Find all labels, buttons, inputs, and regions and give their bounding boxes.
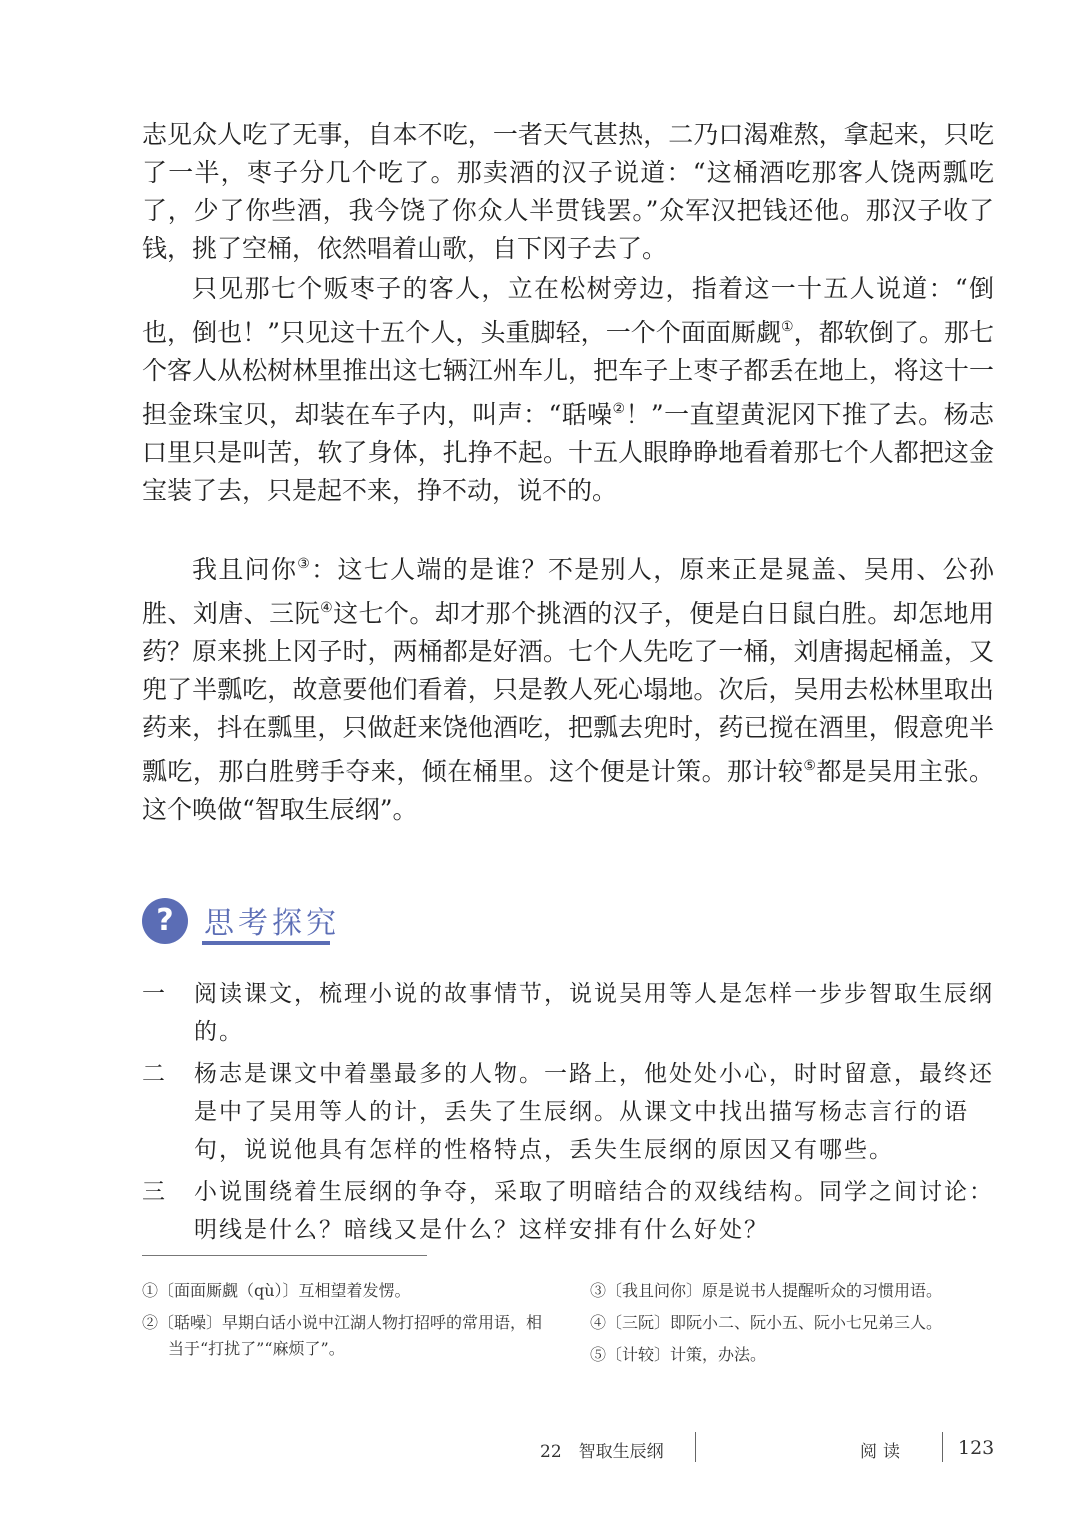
footer-category: 阅读 — [860, 1442, 906, 1462]
question-number: 二 — [142, 1061, 167, 1087]
paragraph-2-text-c: ！”一直望黄泥冈下推了去。杨志口里只是叫苦，软了身体，扎挣不起。十五人眼睁睁地看着那七个人都把这金宝装了去，只是起不来，挣不动，说不的。 — [142, 400, 994, 505]
footnotes-right-column — [590, 1278, 1010, 1374]
body-paragraph-2 — [142, 270, 994, 510]
section-header — [142, 895, 442, 955]
question-text: 小说围绕着生辰纲的争夺，采取了明暗结合的双线结构。同学之间讨论：明线是什么？暗线又是什么？这样安排有什么好处？ — [194, 1179, 994, 1243]
question-text: 杨志是课文中着墨最多的人物。一路上，他处处小心，时时留意，最终还是中了吴用等人的计，丢失了生辰纲。从课文中找出描写杨志言行的语句，说说他具有怎样的性格特点，丢失生辰纲的原因又有哪些。 — [194, 1061, 994, 1163]
paragraph-2-text-a: 只见那七个贩枣子的客人，立在松树旁边，指着这一十五人说道：“倒也，倒也！”只见这十五个人，头重脚轻，一个个面面厮觑 — [142, 274, 994, 347]
question-text: 阅读课文，梳理小说的故事情节，说说吴用等人是怎样一步步智取生辰纲的。 — [194, 981, 994, 1045]
footnote-5: ⑤〔计较〕计策，办法。 — [590, 1345, 767, 1364]
footnote-divider — [142, 1255, 427, 1256]
question-list — [142, 975, 994, 1253]
footnote-ref-4: ④ — [320, 600, 334, 616]
question-mark-icon: ? — [142, 898, 188, 944]
footnote-ref-3: ③ — [297, 556, 312, 572]
footnotes-left-column — [142, 1278, 552, 1368]
paragraph-3-text-d: 都是吴用主张。这个唤做“智取生辰纲”。 — [142, 757, 994, 824]
question-number: 一 — [142, 981, 167, 1007]
footnote-2: ②〔聒噪〕早期白话小说中江湖人物打招呼的常用语，相当于“打扰了”“麻烦了”。 — [142, 1313, 543, 1358]
question-item — [142, 975, 994, 1051]
footnote-ref-2: ② — [612, 401, 626, 417]
section-title: 思考探究 — [204, 906, 340, 941]
paragraph-3-text-b: ：这七人端的是谁？不是别人，原来正是晁盖、吴用、公孙胜、刘唐、三阮 — [142, 555, 994, 628]
paragraph-3-text-c: 这七个。却才那个挑酒的汉子，便是白日鼠白胜。却怎地用药？原来挑上冈子时，两桶都是好酒。七个人先吃了一桶，刘唐揭起桶盖，又兜了半瓢吃，故意要他们看着，只是教人死心塌地。次后，吴用去松林里取出药来，抖在瓢里，只做赶来饶他酒吃，把瓢去兜时，药已搅在酒里，假意兜半瓢吃，那白胜劈手夺来，倾在桶里。这个便是计策。那计较 — [142, 599, 994, 786]
page-number: 123 — [958, 1437, 995, 1459]
question-number: 三 — [142, 1179, 167, 1205]
footnote-1: ①〔面面厮觑（qù）〕互相望着发愣。 — [142, 1281, 411, 1300]
paragraph-2-text-b: ，都软倒了。那七个客人从松树林里推出这七辆江州车儿，把车子上枣子都丢在地上，将这十一担金珠宝贝，却装在车子内，叫声：“聒噪 — [142, 318, 994, 429]
footnote-ref-5: ⑤ — [803, 758, 817, 774]
footnote-ref-1: ① — [781, 319, 794, 335]
footer-divider — [695, 1432, 696, 1462]
body-paragraph-3 — [142, 545, 994, 829]
footer-lesson-title: 22 智取生辰纲 — [540, 1442, 664, 1462]
footer-divider — [942, 1432, 943, 1462]
body-paragraph-1: 志见众人吃了无事，自本不吃，一者天气甚热，二乃口渴难熬，拿起来，只吃了一半，枣子分几个吃了。那卖酒的汉子说道：“这桶酒吃那客人饶两瓢吃了，少了你些酒，我今饶了你众人半贯钱罢。”众军汉把钱还他。那汉子收了钱，挑了空桶，依然唱着山歌，自下冈子去了。 — [142, 120, 994, 263]
question-item — [142, 1055, 994, 1169]
paragraph-3-text-a: 我且问你 — [192, 555, 298, 584]
footnote-3: ③〔我且问你〕原是说书人提醒听众的习惯用语。 — [590, 1281, 943, 1300]
section-title-underline — [202, 941, 330, 945]
footnote-4: ④〔三阮〕即阮小二、阮小五、阮小七兄弟三人。 — [590, 1313, 943, 1332]
question-item — [142, 1173, 994, 1249]
